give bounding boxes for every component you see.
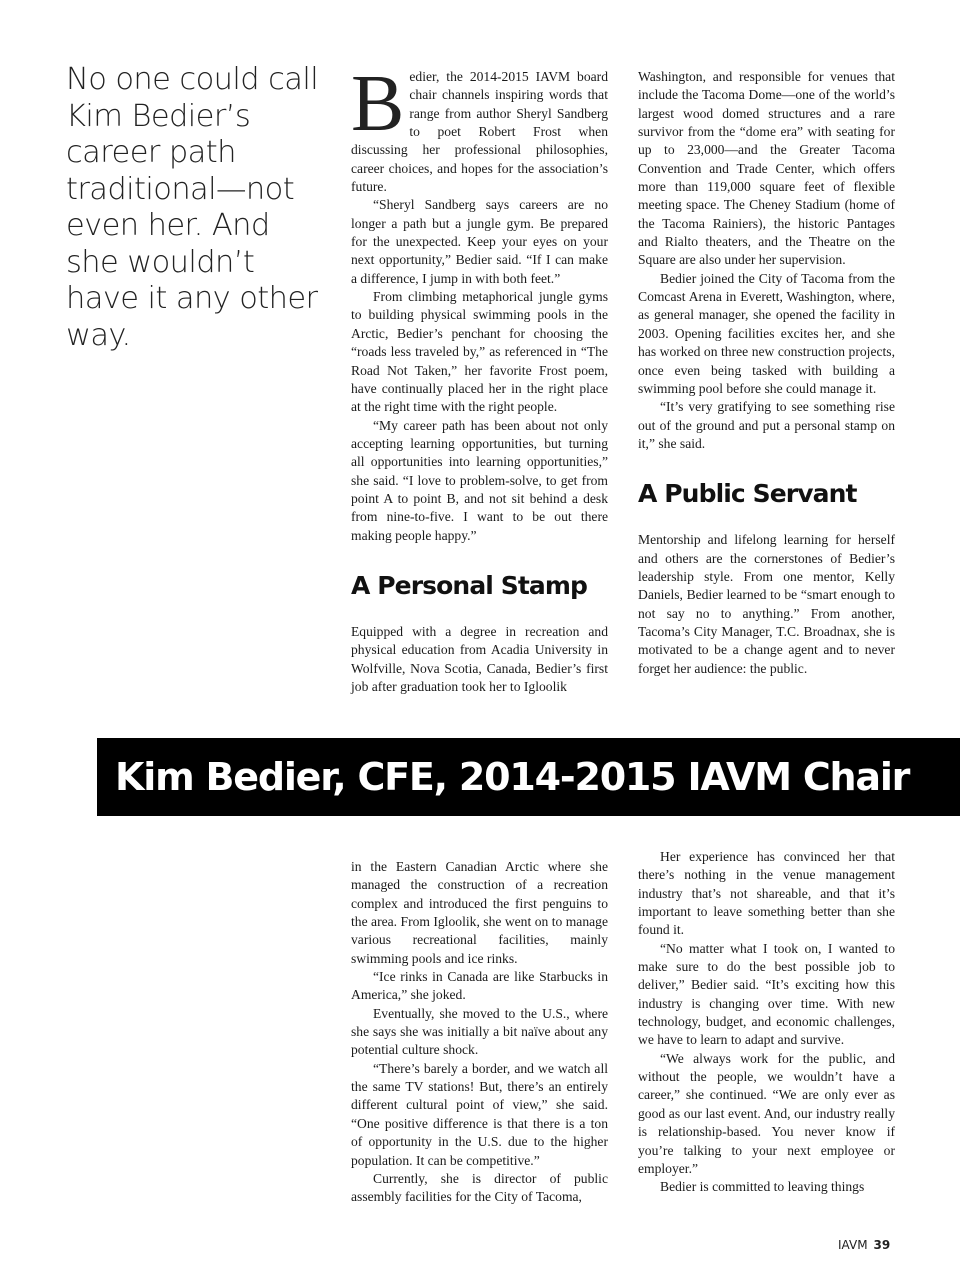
paragraph: “No matter what I took on, I wanted to make sure to do the best possible job to deliver,” Bedier said. “It’s exciting how this industry is changing over time. With new technology, budget, and economic challenges, we have to learn to adapt and survive. — [638, 940, 895, 1048]
paragraph: “Sheryl Sandberg says careers are no longer a path but a jungle gym. Be prepared for the unexpected. Keep your eyes on your next opportunity,” Bedier said. “If I can make a difference, I jump in with both feet.” — [351, 197, 608, 286]
paragraph: Mentorship and lifelong learning for herself and others are the cornerstones of Bedier’s leadership style. From one mentor, Kelly Daniels, Bedier learned to be “smart enough to not say no to anything.” From another, Tacoma’s City Manager, T.C. Broadnax, she is motivated to be a change agent and to never forget her audience: the public. — [638, 532, 895, 676]
paragraph: Eventually, she moved to the U.S., where she says she was initially a bit naïve about any potential culture shock. — [351, 1005, 608, 1058]
paragraph: Washington, and responsible for venues that include the Tacoma Dome—one of the world’s largest wood domed structures and a rare survivor from the “dome era” with seating for up to 23,000—and the Greater Tacoma Convention and Trade Center, which offers more than 119,000 square feet of flexible meeting space. The Cheney Stadium (home of the Tacoma Rainiers), the historic Pantages and Rialto theaters, and the Theatre on the Square are also under her supervision. — [638, 69, 895, 268]
paragraph: “My career path has been about not only accepting learning opportunities, but turning all opportunities into learning opportunities,” she said. “I love to problem-solve, to get from point A to point B, and not sit behind a desk from nine-to-five. I want to be out there making people happy.” — [351, 417, 608, 543]
pull-quote: No one could call Kim Bedier’s career path traditional—not even her. And she wouldn’t have it any other way. — [66, 62, 319, 353]
paragraph: “It’s very gratifying to see something rise out of the ground and put a personal stamp on it,” she said. — [638, 399, 895, 451]
paragraph: From climbing metaphorical jungle gyms to building physical swimming pools in the Arctic, Bedier’s penchant for choosing the “roads less traveled by,” as referenced in “The Road Not Taken,” her favorite Frost poem, have continually placed her in the right place at the right time with the right people. — [351, 289, 608, 415]
paragraph: Her experience has convinced her that there’s nothing in the venue management industry that’s not shareable, and that it’s important to leave something better than she found it. — [638, 849, 895, 938]
publication-name: IAVM — [838, 1238, 868, 1252]
drop-cap: B — [351, 60, 405, 148]
paragraph: Currently, she is director of public assembly facilities for the City of Tacoma, — [351, 1170, 608, 1205]
section-heading-public-servant: A Public Servant — [638, 479, 857, 509]
paragraph: Bedier joined the City of Tacoma from the Comcast Arena in Everett, Washington, where, as general manager, she opened the facility in 2003. Opening facilities excites her, and she has worked on three new construction projects, once even being tasked with building a swimming pool before she could manage it. — [638, 270, 895, 396]
article-column-3 — [351, 858, 608, 1207]
paragraph: Bedier is committed to leaving things — [660, 1179, 865, 1195]
paragraph: “There’s barely a border, and we watch all the same TV stations! But, there’s an entirely different cultural point of view,” she said. “One positive difference is that there is a ton of opportunity in the U.S. due to the higher population. It can be competitive.” — [351, 1060, 608, 1168]
paragraph: “Ice rinks in Canada are like Starbucks in America,” she joked. — [351, 969, 608, 1003]
article-column-1 — [351, 60, 608, 696]
article-column-2 — [638, 68, 895, 678]
paragraph: “We always work for the public, and without the people, we wouldn’t have a career,” she continued. “We are only ever as good as our last event. And, our industry really is relationship-based. You never know if you’re talking to your next employee or employer.” — [638, 1050, 895, 1176]
banner-title: Kim Bedier, CFE, 2014-2015 IAVM Chair — [115, 755, 910, 799]
paragraph: Equipped with a degree in recreation and physical education from Acadia University in Wolfville, Nova Scotia, Canada, Bedier’s first job after graduation took her to Igloolik — [351, 623, 608, 694]
section-heading-personal-stamp: A Personal Stamp — [351, 570, 588, 600]
intro-paragraph — [351, 60, 608, 196]
article-column-4 — [638, 848, 895, 1197]
intro-text: edier, the 2014-2015 IAVM board chair channels inspiring words that range from author Sheryl Sandberg to poet Robert Frost when discussing her professional philosophies, career choices, and hopes for the association’s future. — [351, 69, 608, 195]
page-footer — [838, 1238, 890, 1252]
title-banner — [97, 738, 960, 816]
paragraph: in the Eastern Canadian Arctic where she managed the construction of a recreation complex and introduced the first penguins to the area. From Igloolik, she went on to manage various recreational facilities, mainly swimming pools and ice rinks. — [351, 859, 608, 966]
page-number: 39 — [873, 1238, 891, 1252]
